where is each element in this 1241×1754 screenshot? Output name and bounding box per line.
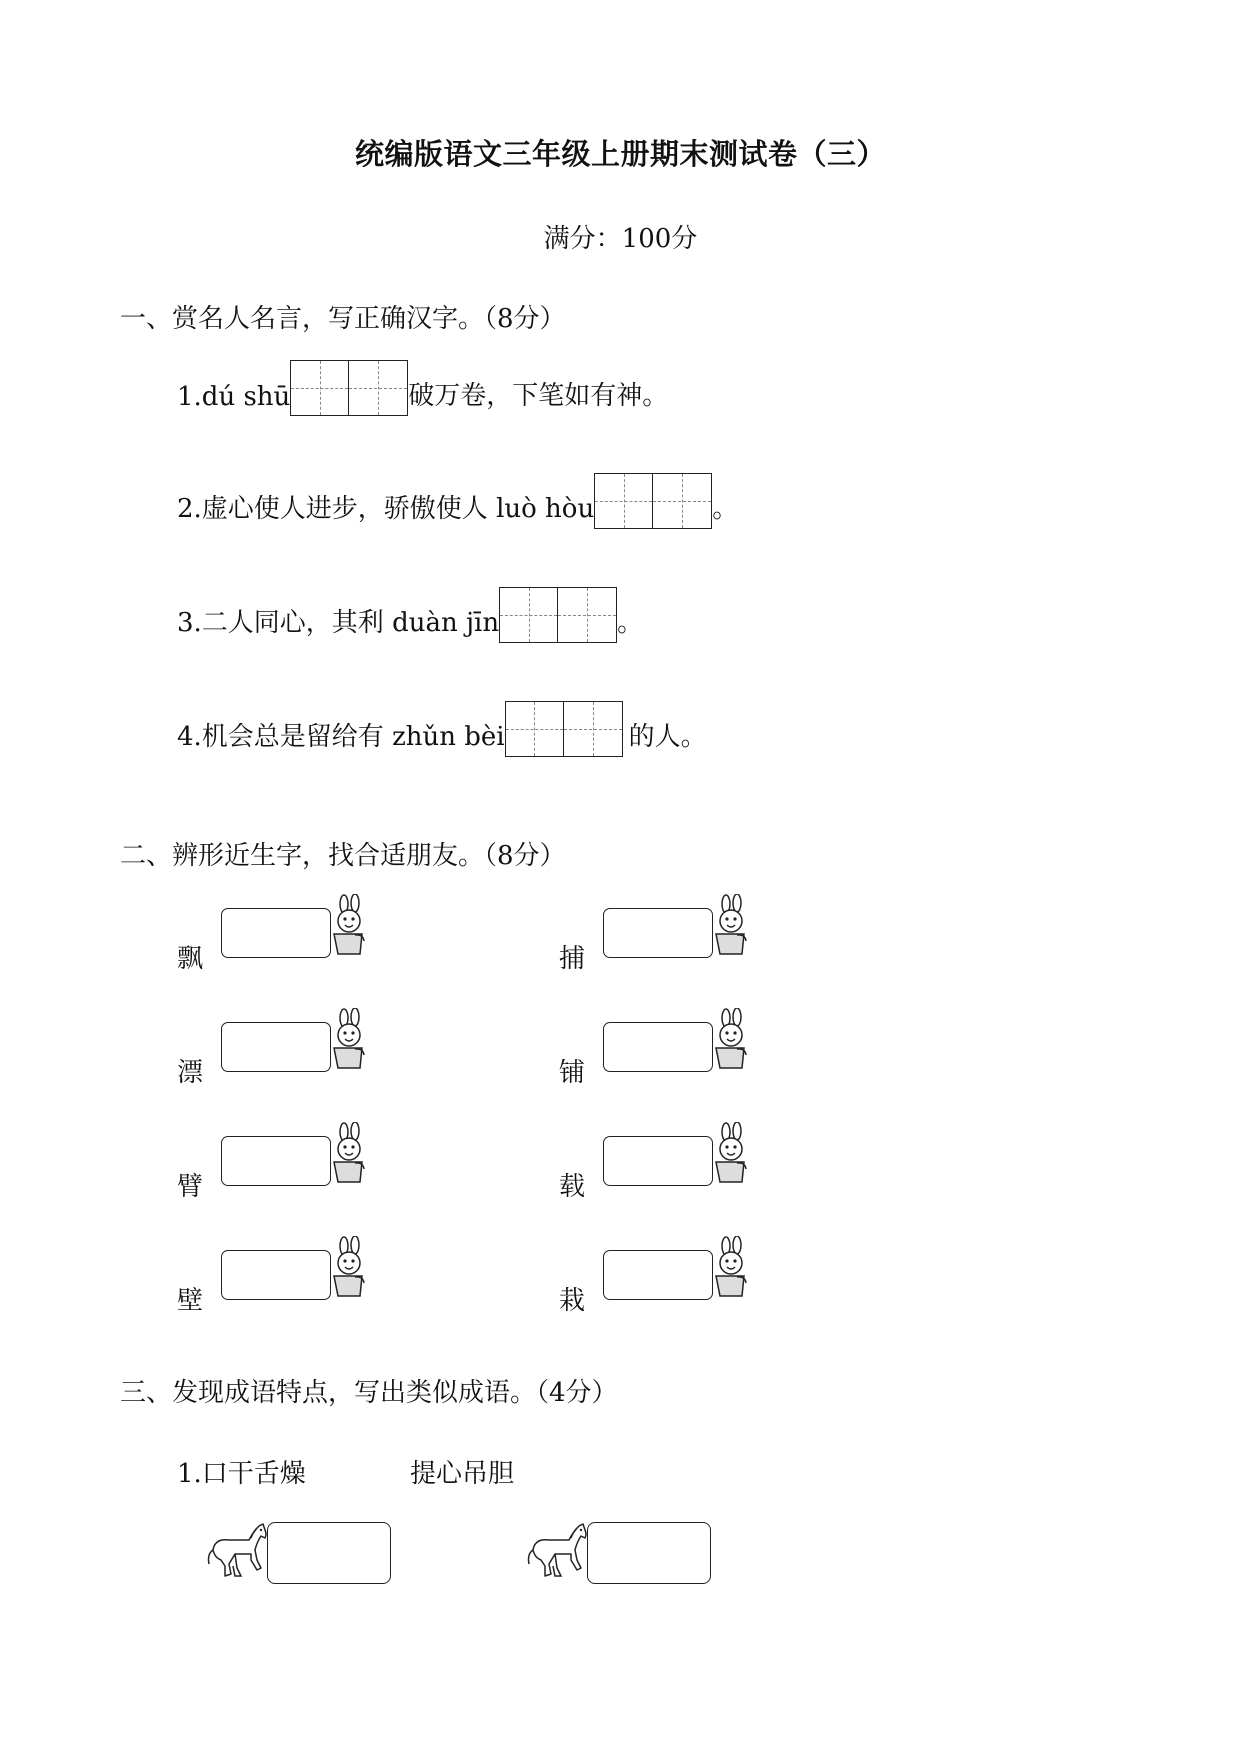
writing-grid[interactable] [290,360,408,416]
answer-box[interactable] [603,908,713,958]
writing-grid[interactable] [499,587,617,643]
section-2-heading: 二、辨形近生字，找合适朋友。（8分） [120,841,566,871]
rabbit-icon [328,894,368,956]
answer-box[interactable] [587,1522,711,1584]
question-1-4 [177,701,707,757]
idiom-1: 1.口干舌燥 [177,1459,306,1489]
answer-box[interactable] [603,1250,713,1300]
character-left-4: 壁 [177,1286,204,1316]
character-left-1: 飘 [177,944,204,974]
question-1-2 [177,473,738,529]
q1-prefix: 1.dú shū [177,382,291,412]
answer-box[interactable] [603,1136,713,1186]
rabbit-icon [328,1008,368,1070]
character-right-3: 载 [559,1172,586,1202]
answer-box[interactable] [221,1136,331,1186]
section-1-heading: 一、赏名人名言，写正确汉字。（8分） [120,304,566,334]
section-3-heading: 三、发现成语特点，写出类似成语。（4分） [120,1378,618,1408]
q2-prefix: 2.虚心使人进步，骄傲使人 luò hòu [177,494,595,524]
character-right-4: 栽 [559,1286,586,1316]
rabbit-icon [710,894,750,956]
q4-suffix: 的人。 [628,722,707,752]
answer-box[interactable] [221,1022,331,1072]
rabbit-icon [710,1122,750,1184]
q3-prefix: 3.二人同心，其利 duàn jīn [177,608,500,638]
answer-box[interactable] [221,1250,331,1300]
rabbit-icon [710,1008,750,1070]
answer-box[interactable] [603,1022,713,1072]
horse-icon [525,1520,589,1580]
character-right-1: 捕 [559,944,586,974]
character-left-2: 漂 [177,1058,204,1088]
q4-prefix: 4.机会总是留给有 zhǔn bèi [177,722,505,752]
q3-suffix: 。 [617,608,644,638]
question-1-1 [177,360,668,416]
rabbit-icon [328,1236,368,1298]
writing-grid[interactable] [505,701,623,757]
answer-box[interactable] [221,908,331,958]
full-score: 满分：100分 [543,224,698,254]
character-left-3: 臂 [177,1172,204,1202]
horse-icon [205,1520,269,1580]
idiom-2: 提心吊胆 [410,1459,515,1489]
rabbit-icon [710,1236,750,1298]
character-right-2: 铺 [559,1058,586,1088]
answer-box[interactable] [267,1522,391,1584]
rabbit-icon [328,1122,368,1184]
writing-grid[interactable] [594,473,712,529]
q1-suffix: 破万卷，下笔如有神。 [408,381,669,411]
q2-suffix: 。 [712,494,739,524]
page-title: 统编版语文三年级上册期末测试卷（三） [354,137,886,171]
question-1-3 [177,587,643,643]
